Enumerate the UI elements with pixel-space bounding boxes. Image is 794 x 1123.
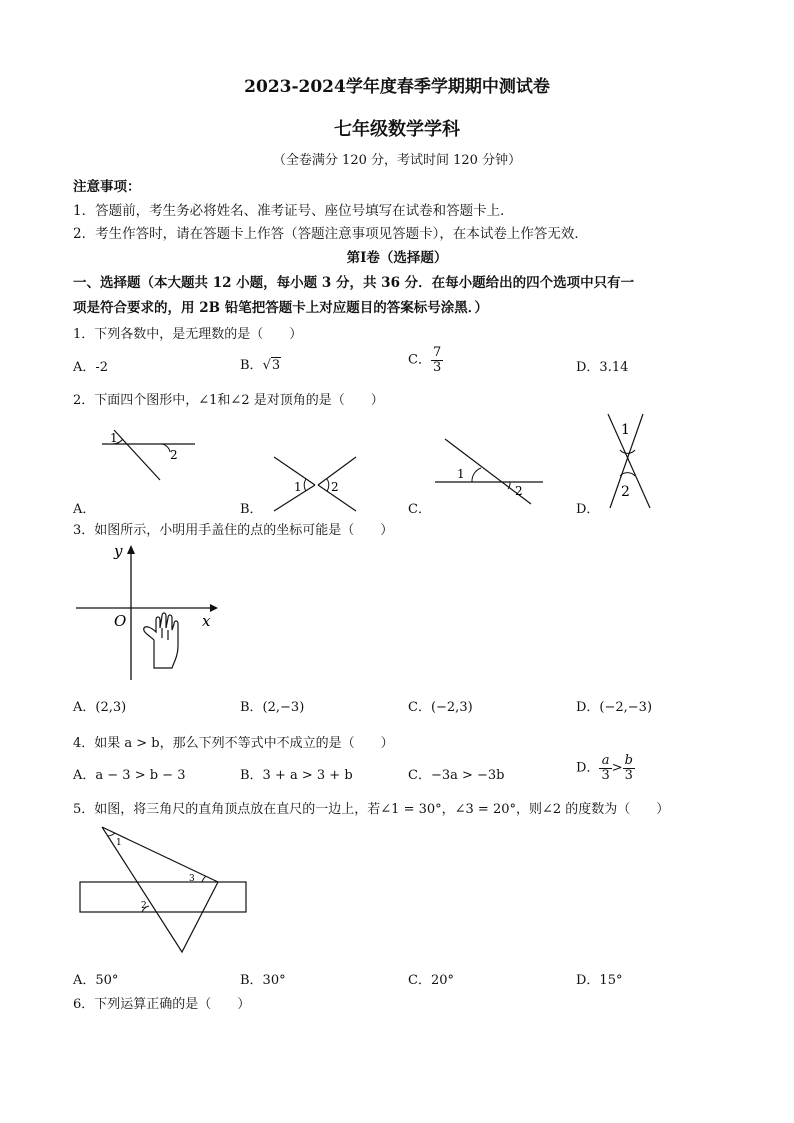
q1-sqrt-radicand: 3 [271, 358, 281, 373]
q1-stem: 1．下列各数中，是无理数的是（ ） [73, 327, 303, 342]
q4-option-a: A．a − 3 > b − 3 [73, 768, 186, 783]
q2a-angle-2: 2 [170, 448, 178, 462]
q3-axis-x: x [202, 612, 211, 630]
q5-angle-2: 2 [141, 901, 147, 911]
q2-figure-b [268, 452, 363, 512]
q5-option-b: B．30° [240, 973, 286, 988]
q1-option-c-label: C． [408, 352, 431, 368]
q2-stem: 2．下面四个图形中，∠1和∠2 是对顶角的是（ ） [73, 393, 384, 408]
q1-option-b-label: B． [240, 358, 263, 373]
q4-fraction-a-num: a [599, 754, 611, 769]
exam-subtitle: 七年级数学学科 [334, 119, 460, 140]
part-title: 第Ⅰ卷（选择题） [346, 250, 448, 266]
q2-option-b: B． [240, 502, 263, 517]
q1-option-c [408, 346, 443, 374]
exam-note: （全卷满分 120 分，考试时间 120 分钟） [272, 153, 522, 168]
q3-coordinate-figure [70, 540, 230, 682]
q5-option-c: C．20° [408, 973, 454, 988]
q3-axis-y: y [114, 542, 123, 560]
q4-gt-sign: > [611, 760, 623, 776]
section-line-2: 项是符合要求的，用 2B 铅笔把答题卡上对应题目的答案标号涂黑．） [73, 300, 488, 316]
q2d-angle-2: 2 [621, 484, 630, 500]
q3-option-a: A．(2,3) [73, 700, 127, 715]
q3-origin: O [114, 612, 127, 630]
q1-option-b [240, 354, 281, 373]
q4-fraction-a [599, 754, 611, 782]
q1-fraction-num: 7 [432, 345, 442, 360]
q1-sqrt: √3 [262, 358, 281, 373]
q2-figure-c [425, 436, 545, 508]
q5-triangle-ruler-figure [78, 824, 250, 956]
q4-option-b: B．3 + a > 3 + b [240, 768, 353, 783]
q2c-angle-2: 2 [515, 484, 523, 498]
q2c-angle-1: 1 [457, 467, 465, 481]
q1-fraction-den: 3 [432, 359, 442, 375]
hand-icon [144, 613, 178, 668]
q3-option-b: B．(2,−3) [240, 700, 305, 715]
q1-fraction [431, 346, 443, 374]
q6-stem: 6．下列运算正确的是（ ） [73, 997, 251, 1012]
q2a-angle-1: 1 [110, 431, 118, 445]
q1-option-a: A．-2 [73, 360, 109, 375]
q2-option-d: D． [576, 502, 600, 517]
q2b-angle-2: 2 [331, 480, 339, 494]
notice-item-2: 2．考生作答时，请在答题卡上作答（答题注意事项见答题卡），在本试卷上作答无效． [73, 226, 588, 242]
q2-option-a: A． [73, 502, 96, 517]
q1-option-d: D．3.14 [576, 360, 629, 375]
q5-option-d: D．15° [576, 973, 623, 988]
notice-heading: 注意事项： [73, 179, 141, 195]
q4-fraction-a-den: 3 [601, 767, 610, 783]
notice-item-1: 1．答题前，考生务必将姓名、准考证号、座位号填写在试卷和答题卡上． [73, 203, 514, 219]
q4-fraction-b-den: 3 [624, 767, 633, 783]
section-line-1: 一、选择题（本大题共 12 小题，每小题 3 分，共 36 分．在每小题给出的四个选项中只有一 [73, 275, 635, 291]
q4-fraction-b-num: b [624, 753, 633, 768]
q4-option-d-label: D． [576, 760, 600, 776]
q4-option-d [576, 754, 635, 782]
q4-fraction-b [623, 754, 635, 782]
q3-option-c: C．(−2,3) [408, 700, 473, 715]
q5-option-a: A．50° [73, 973, 119, 988]
exam-title: 2023-2024学年度春季学期期中测试卷 [244, 77, 550, 97]
q2d-angle-1: 1 [621, 422, 630, 438]
q3-stem: 3．如图所示，小明用手盖住的点的坐标可能是（ ） [73, 523, 394, 538]
q2b-angle-1: 1 [294, 480, 302, 494]
q4-option-c: C．−3a > −3b [408, 768, 505, 783]
q2-option-c: C． [408, 502, 431, 517]
q4-stem: 4．如果 a > b，那么下列不等式中不成立的是（ ） [73, 736, 394, 751]
q2-figure-a [90, 430, 210, 502]
q5-stem: 5．如图，将三角尺的直角顶点放在直尺的一边上，若∠1 = 30°，∠3 = 20°，则∠2 的度数为（ ） [73, 802, 670, 817]
q3-option-d: D．(−2,−3) [576, 700, 653, 715]
q5-angle-3: 3 [189, 874, 195, 884]
q5-angle-1: 1 [116, 838, 122, 848]
q2-figure-d [598, 412, 658, 512]
